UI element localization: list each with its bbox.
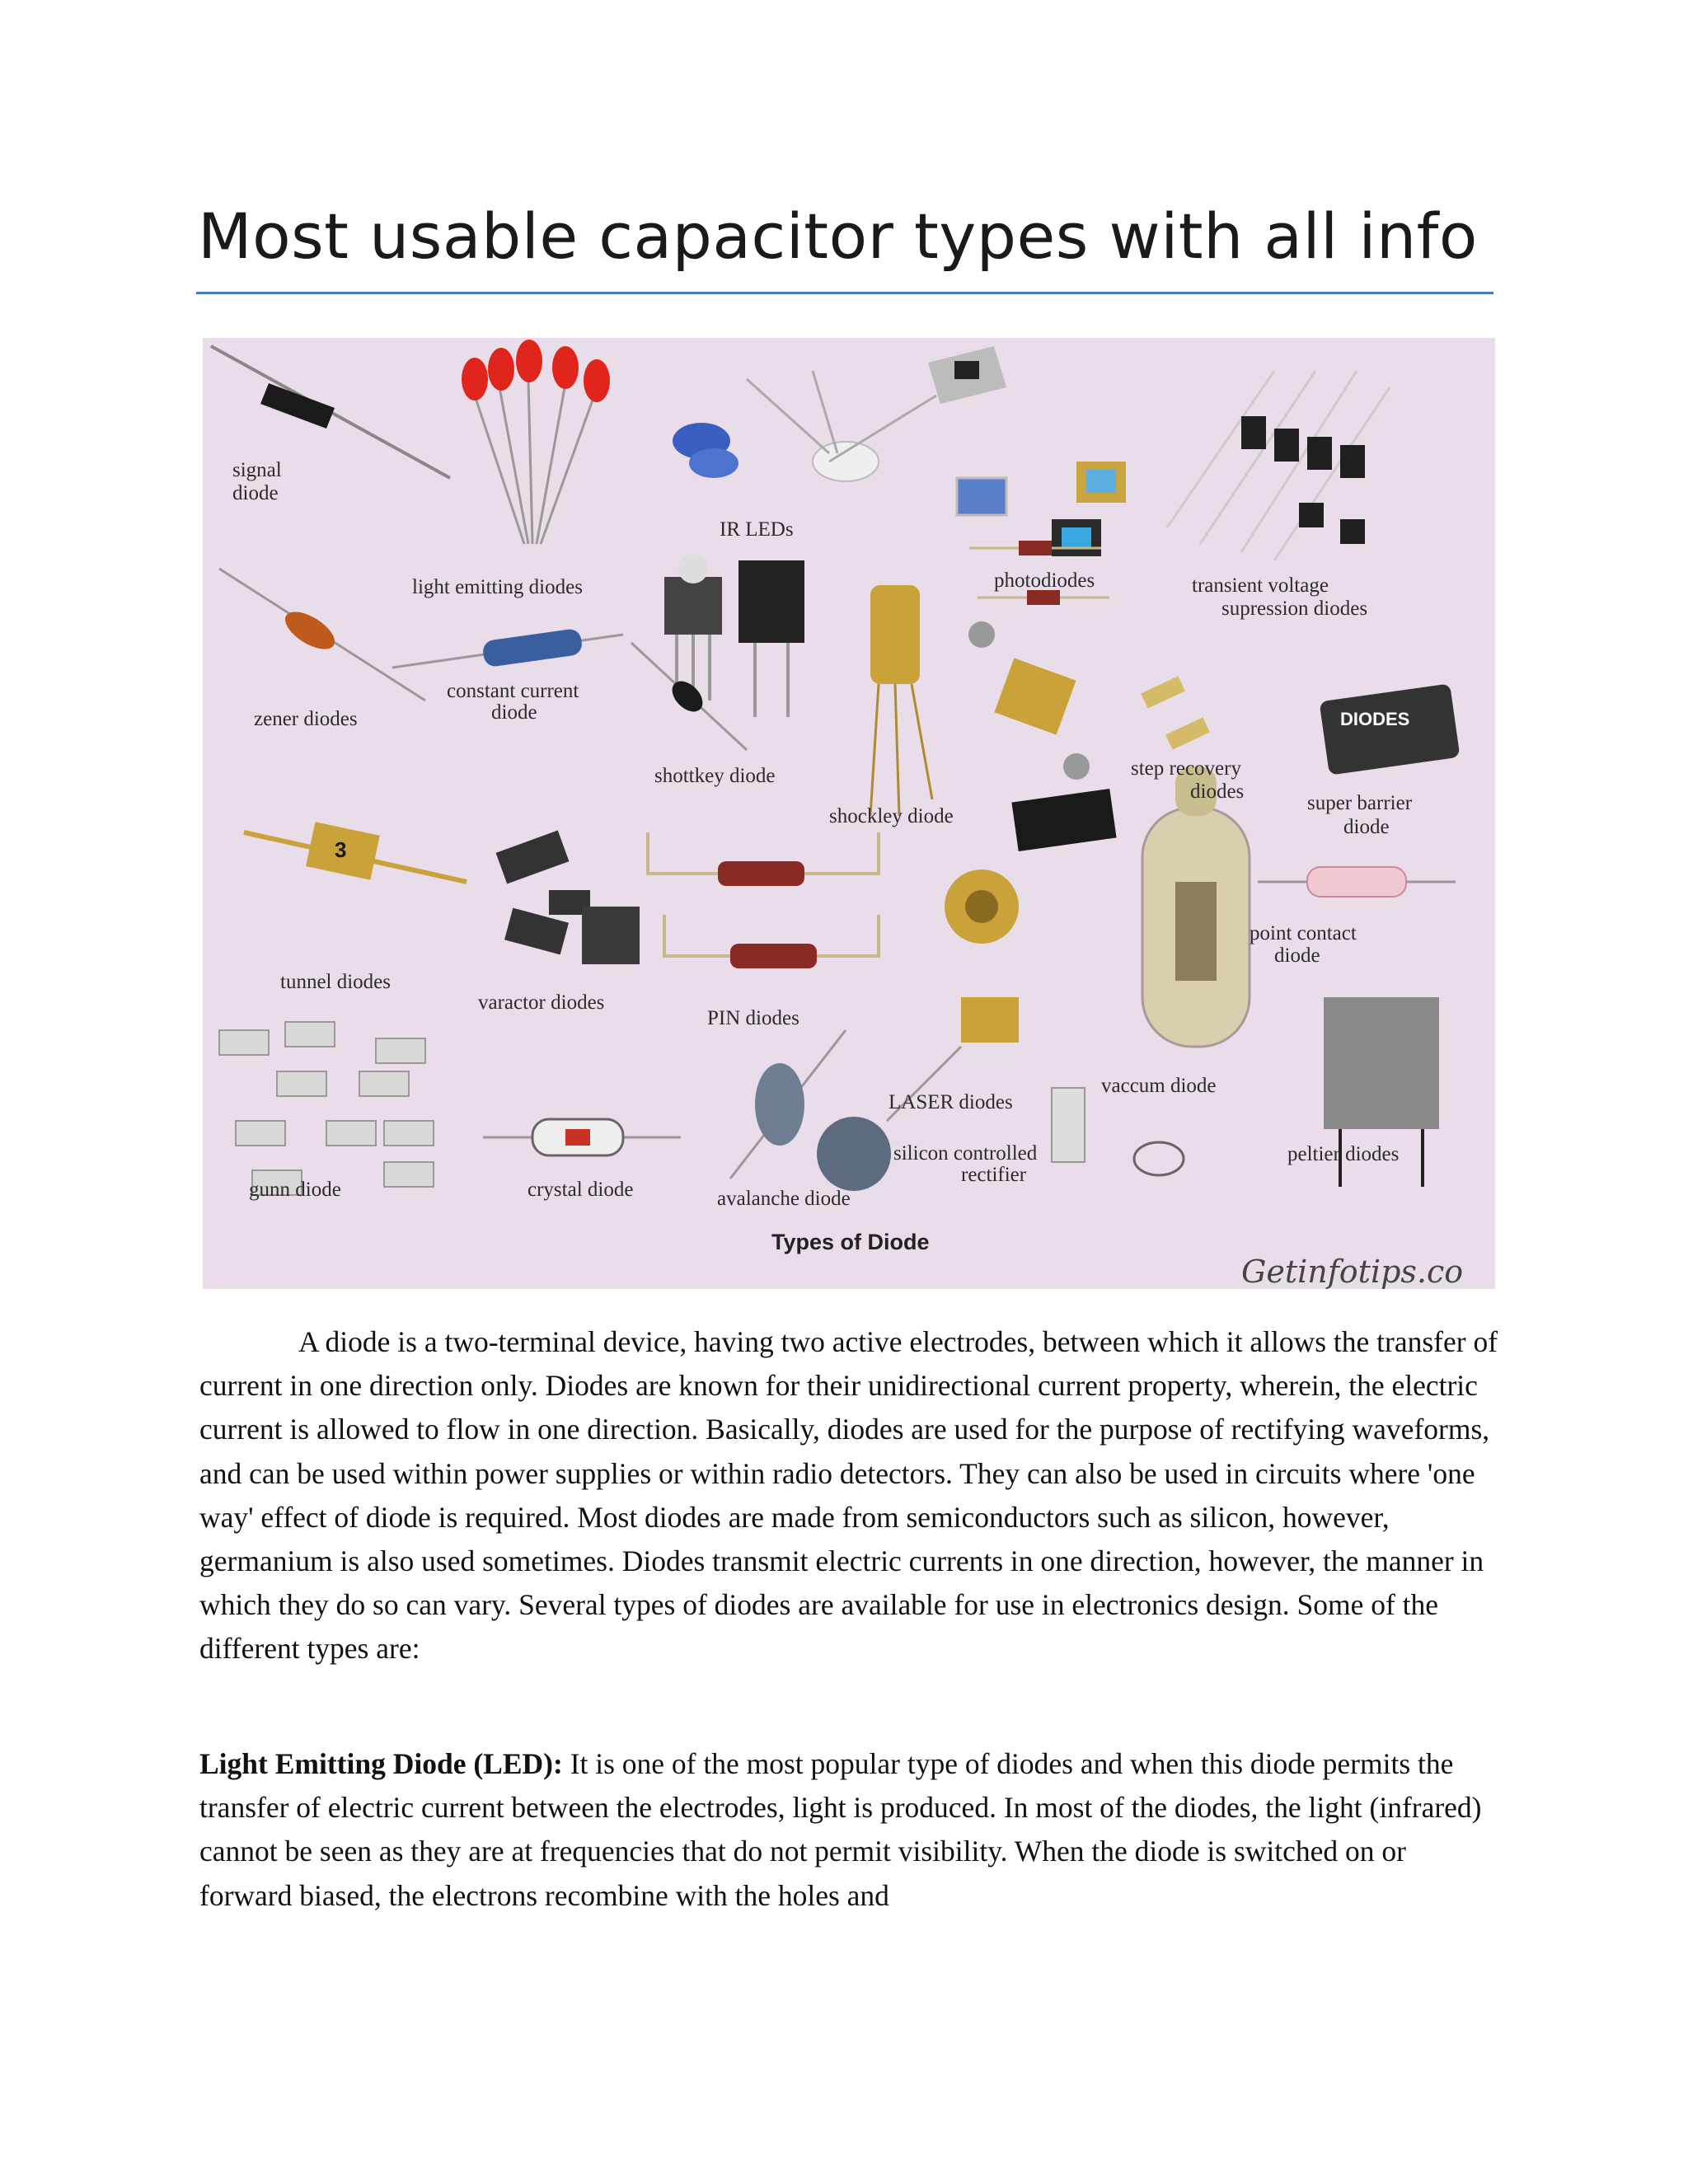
diode-types-illustration xyxy=(203,338,1495,1289)
label-vaccum: vaccum diode xyxy=(1101,1075,1217,1097)
label-tvs-1: transient voltage xyxy=(1192,574,1329,597)
document-title: Most usable capacitor types with all info xyxy=(198,199,1478,273)
label-tvs-2: supression diodes xyxy=(1221,598,1368,620)
led-heading: Light Emitting Diode (LED): xyxy=(199,1747,563,1780)
label-gunn: gunn diode xyxy=(249,1179,341,1201)
label-constant-1: constant current xyxy=(447,680,579,702)
label-scr-2: rectifier xyxy=(961,1164,1027,1186)
label-shottkey: shottkey diode xyxy=(654,765,776,787)
label-varactor: varactor diodes xyxy=(478,991,605,1014)
label-avalanche: avalanche diode xyxy=(717,1188,851,1210)
figure-caption: Types of Diode xyxy=(771,1230,930,1254)
label-super-2: diode xyxy=(1343,816,1390,838)
title-underline xyxy=(196,292,1493,294)
intro-paragraph: A diode is a two-terminal device, having two active electrodes, between which it allows the transfer of current in one direction only. Diodes are known for their unidirectional current property, wherein, the electric current is allowed to flow in one direction. Basically, diodes are used for the purpose of rectifying waveforms, and can be used within power supplies or within radio detectors. They can also be used in circuits where 'one way' effect of diode is required. Most diodes are made from semiconductors such as silicon, however, germanium is also used sometimes. Diodes transmit electric currents in one direction, however, the manner in which they do so can vary. Several types of diodes are available for use in electronics design. Some of the different types are: xyxy=(199,1325,1498,1666)
svg-text:DIODES: DIODES xyxy=(1340,709,1410,729)
label-step-1: step recovery xyxy=(1131,757,1241,780)
led-paragraph-text: It is one of the most popular type of diodes and when this diode permits the transfer of electric current between the electrodes, light is produced. In most of the diodes, the light (infrared) cannot be seen as they are at frequencies that do not permit visibility. When the diode is switched on or forward biased, the electrons recombine with the holes and xyxy=(199,1747,1482,1912)
label-ir-leds: IR LEDs xyxy=(720,518,794,541)
label-point-1: point contact xyxy=(1250,922,1357,944)
led-paragraph xyxy=(199,1742,1502,1918)
label-led: light emitting diodes xyxy=(412,576,583,598)
label-laser: LASER diodes xyxy=(889,1091,1013,1113)
label-shockley: shockley diode xyxy=(829,805,954,827)
label-super-1: super barrier xyxy=(1307,792,1413,814)
figure-watermark: Getinfotips.co xyxy=(1241,1254,1464,1289)
label-photodiodes: photodiodes xyxy=(994,569,1095,592)
diode-types-figure xyxy=(203,338,1495,1289)
label-crystal: crystal diode xyxy=(528,1179,634,1201)
label-tunnel: tunnel diodes xyxy=(280,971,392,993)
label-pin: PIN diodes xyxy=(707,1007,799,1029)
label-signal-2: diode xyxy=(232,482,279,504)
label-step-2: diodes xyxy=(1190,780,1245,803)
label-point-2: diode xyxy=(1274,944,1320,967)
label-zener: zener diodes xyxy=(254,708,358,730)
label-scr-1: silicon controlled xyxy=(893,1142,1038,1165)
svg-text:3: 3 xyxy=(335,837,347,862)
label-constant-2: diode xyxy=(491,701,537,724)
label-signal-1: signal xyxy=(232,459,282,481)
label-peltier: peltier diodes xyxy=(1287,1143,1400,1165)
